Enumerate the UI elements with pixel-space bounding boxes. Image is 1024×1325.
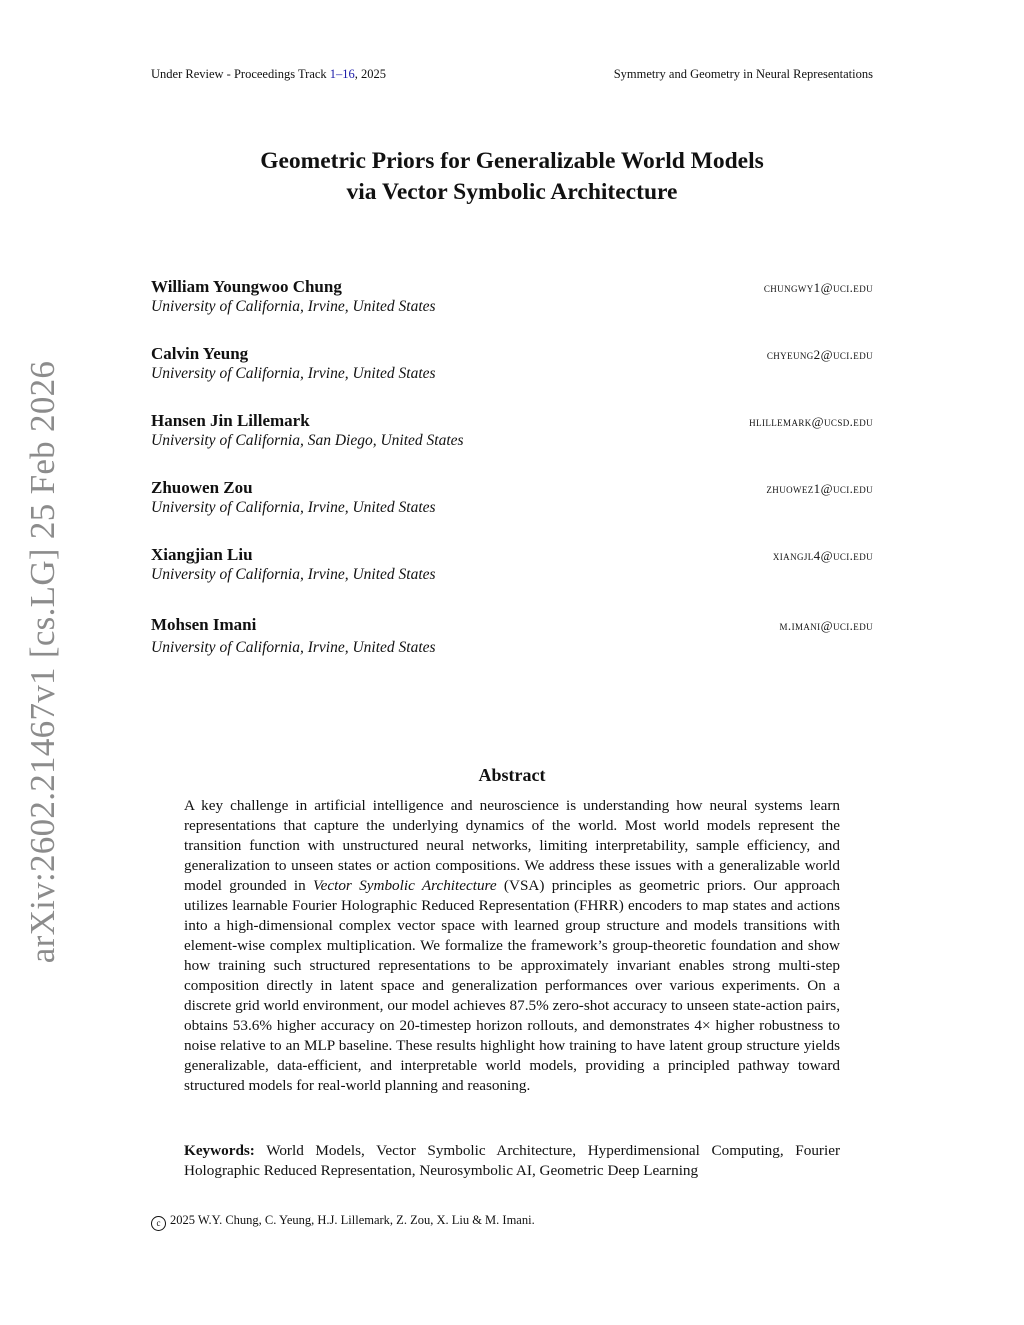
- author-block: [151, 344, 873, 388]
- venue-name: Symmetry and Geometry in Neural Representations: [613, 67, 873, 81]
- author-email[interactable]: xiangjl4@uci.edu: [772, 548, 873, 563]
- author-affiliation: University of California, Irvine, United States: [151, 566, 436, 583]
- abstract-body: A key challenge in artificial intelligence and neuroscience is understanding how neural systems learn representations that capture the underlying dynamics of the world. Most world models represent the transition function with unstructured neural networks, limiting interpretability, sample efficiency, and generalization to unseen states or action compositions. We address these issues with a generalizable world model grounded in Vector Symbolic Architecture (VSA) principles as geometric priors. Our approach utilizes learnable Fourier Holographic Reduced Representation (FHRR) encoders to map states and actions into a high-dimensional complex vector space with learned group structure and models transitions with element-wise complex multiplication. We formalize the framework’s group-theoretic foundation and show how training such structured representations to be approximately invariant enables strong multi-step composition directly in latent space and generalization performances over various experiments. On a discrete grid world environment, our model achieves 87.5% zero-shot accuracy to unseen state-action pairs, obtains 53.6% higher accuracy on 20-timestep horizon rollouts, and demonstrates 4× higher robustness to noise relative to an MLP baseline. These results highlight how training to have latent group structure yields generalizable, data-efficient, and interpretable world models, providing a principled pathway toward structured models for real-world planning and reasoning.: [184, 797, 840, 1094]
- author-affiliation: University of California, Irvine, United States: [151, 298, 436, 315]
- author-block: [151, 478, 873, 522]
- author-email[interactable]: chyeung2@uci.edu: [766, 347, 873, 362]
- arxiv-identifier[interactable]: arXiv:2602.21467v1 [cs.LG] 25 Feb 2026: [23, 360, 62, 964]
- author-name: Zhuowen Zou: [151, 478, 253, 497]
- author-email[interactable]: m.imani@uci.edu: [779, 618, 873, 633]
- abstract-heading: Abstract: [478, 765, 546, 785]
- author-affiliation: University of California, Irvine, United States: [151, 499, 436, 516]
- keywords-label: Keywords:: [184, 1142, 255, 1159]
- author-name: Calvin Yeung: [151, 344, 249, 363]
- author-affiliation: University of California, San Diego, United States: [151, 432, 464, 449]
- author-block: [151, 545, 873, 589]
- keywords-list: World Models, Vector Symbolic Architecture, Hyperdimensional Computing, Fourier Holographic Reduced Representation, Neurosymbolic AI, Geometric Deep Learning: [184, 1142, 840, 1179]
- copyright-notice: [151, 1213, 535, 1231]
- paper-title: [0, 146, 1024, 208]
- title-line-1: Geometric Priors for Generalizable World Models: [260, 148, 764, 174]
- proceedings-info: Under Review - Proceedings Track 1–16, 2025: [151, 67, 387, 81]
- author-block: [151, 277, 873, 321]
- author-name: Mohsen Imani: [151, 615, 257, 634]
- author-block: [151, 615, 873, 659]
- vsa-term: Vector Symbolic Architecture: [313, 877, 497, 894]
- author-affiliation: University of California, Irvine, United States: [151, 639, 436, 656]
- copyright-icon: c: [151, 1216, 166, 1231]
- author-block: [151, 411, 873, 455]
- author-name: Hansen Jin Lillemark: [151, 411, 310, 430]
- title-line-2: via Vector Symbolic Architecture: [346, 179, 678, 205]
- copyright-text: 2025 W.Y. Chung, C. Yeung, H.J. Lillemark, Z. Zou, X. Liu & M. Imani.: [170, 1213, 535, 1227]
- author-email[interactable]: chungwy1@uci.edu: [763, 280, 873, 295]
- page-range-link[interactable]: 1–16: [329, 67, 355, 81]
- author-name: Xiangjian Liu: [151, 545, 253, 564]
- author-email[interactable]: hlillemark@ucsd.edu: [749, 414, 873, 429]
- keywords-section: [184, 1141, 840, 1181]
- author-email[interactable]: zhuowez1@uci.edu: [766, 481, 873, 496]
- author-name: William Youngwoo Chung: [151, 277, 342, 296]
- author-affiliation: University of California, Irvine, United States: [151, 365, 436, 382]
